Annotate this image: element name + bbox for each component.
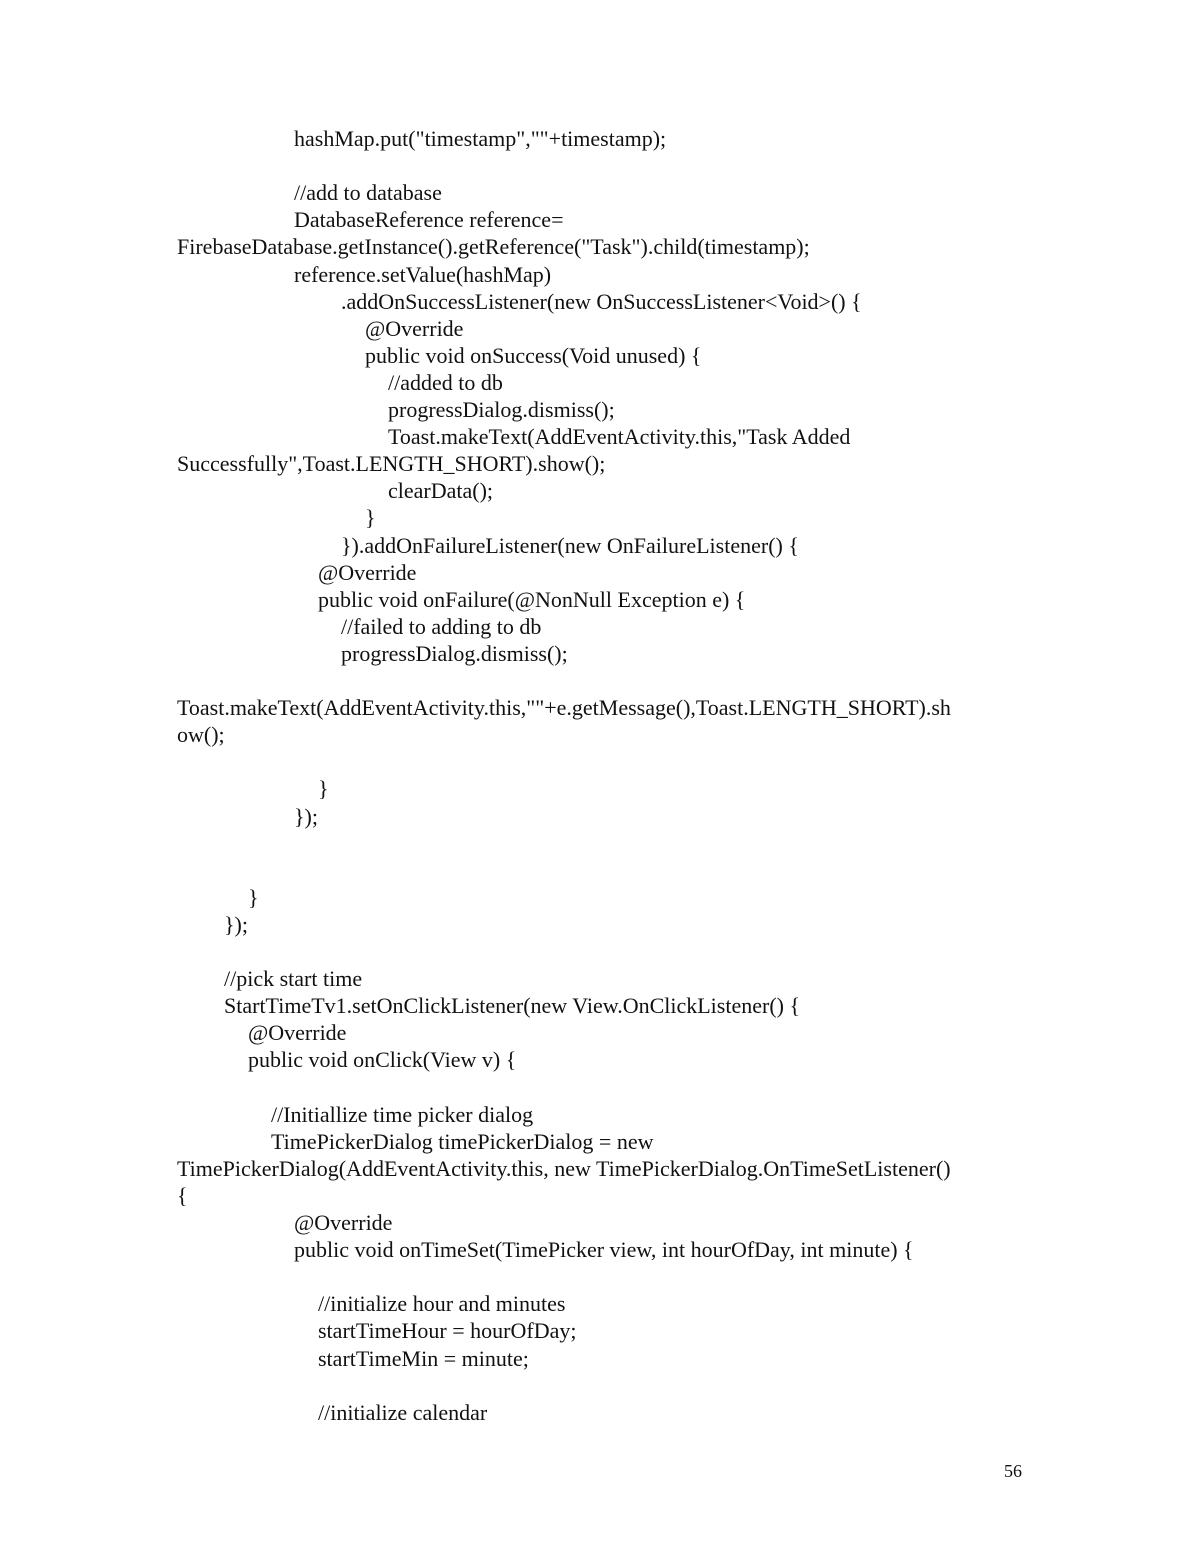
code-line: hashMap.put("timestamp",""+timestamp);	[294, 126, 667, 151]
code-line: @Override	[318, 560, 417, 585]
code-line: //initialize calendar	[318, 1400, 488, 1425]
code-line: @Override	[294, 1210, 393, 1235]
code-line: //Initiallize time picker dialog	[271, 1102, 534, 1127]
code-line: }	[248, 885, 259, 910]
code-line: startTimeMin = minute;	[318, 1346, 529, 1371]
code-line: reference.setValue(hashMap)	[294, 262, 552, 287]
code-line: //failed to adding to db	[341, 614, 542, 639]
code-line: //added to db	[388, 370, 503, 395]
code-line: {	[177, 1183, 188, 1208]
code-line: progressDialog.dismiss();	[341, 641, 568, 666]
code-line: public void onFailure(@NonNull Exception e) {	[318, 587, 746, 612]
code-line: //pick start time	[224, 966, 363, 991]
code-line: });	[294, 804, 318, 829]
code-line: startTimeHour = hourOfDay;	[318, 1318, 577, 1343]
code-line: clearData();	[388, 478, 494, 503]
code-line: FirebaseDatabase.getInstance().getReference("Task").child(timestamp);	[177, 234, 810, 259]
code-line: Successfully",Toast.LENGTH_SHORT).show();	[177, 451, 606, 476]
code-line: TimePickerDialog timePickerDialog = new	[271, 1129, 654, 1154]
code-line: DatabaseReference reference=	[294, 207, 564, 232]
code-line: });	[224, 912, 248, 937]
code-line: public void onSuccess(Void unused) {	[365, 343, 702, 368]
page-number: 56	[1004, 1461, 1022, 1481]
code-line: //add to database	[294, 180, 442, 205]
code-line: }	[318, 776, 329, 801]
code-line: TimePickerDialog(AddEventActivity.this, new TimePickerDialog.OnTimeSetListener()	[177, 1156, 951, 1181]
code-line: public void onTimeSet(TimePicker view, int hourOfDay, int minute) {	[294, 1237, 914, 1262]
code-line: ow();	[177, 722, 225, 747]
code-line: @Override	[365, 316, 464, 341]
code-line: @Override	[248, 1020, 347, 1045]
code-line: //initialize hour and minutes	[318, 1291, 566, 1316]
code-line: }	[365, 505, 376, 530]
code-line: Toast.makeText(AddEventActivity.this,"Task Added	[388, 424, 851, 449]
code-line: public void onClick(View v) {	[248, 1047, 517, 1072]
code-line: StartTimeTv1.setOnClickListener(new View.OnClickListener() {	[224, 993, 801, 1018]
code-line: }).addOnFailureListener(new OnFailureListener() {	[341, 533, 799, 558]
code-line: progressDialog.dismiss();	[388, 397, 615, 422]
code-line: Toast.makeText(AddEventActivity.this,""+e.getMessage(),Toast.LENGTH_SHORT).sh	[177, 695, 951, 720]
code-line: .addOnSuccessListener(new OnSuccessListener<Void>() {	[341, 289, 862, 314]
